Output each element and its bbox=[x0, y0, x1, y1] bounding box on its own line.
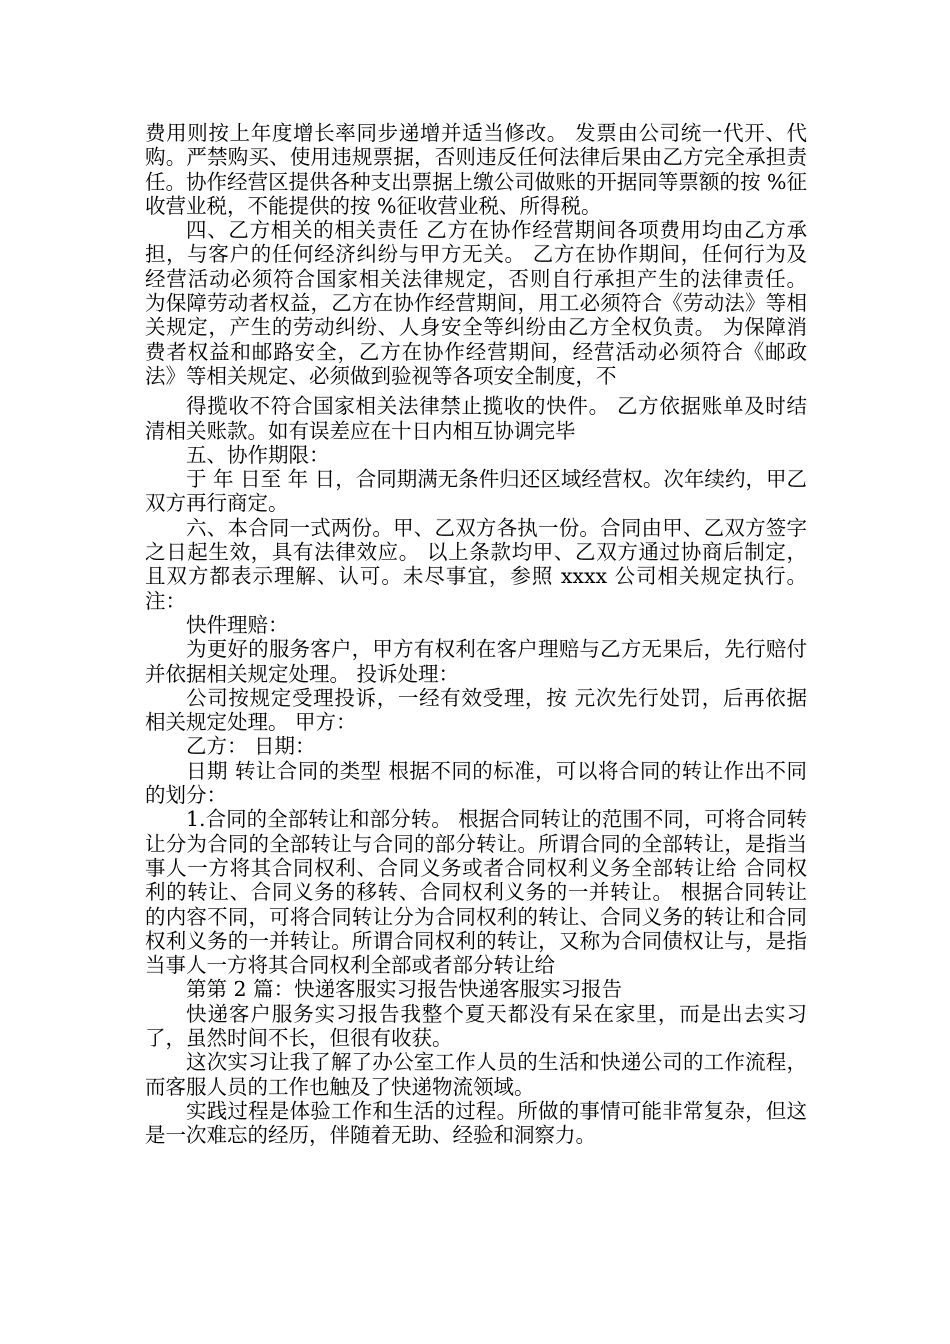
paragraph-contract-copies: 六、本合同一式两份。甲、乙双方各执一份。合同由甲、乙双方签字之日起生效，具有法律效应。 以上条款均甲、乙双方通过协商后制定，且双方都表示理解、认可。未尽事宜，参照 xxxx 公司相关规定执行。 注： bbox=[145, 515, 807, 613]
paragraph-claims: 为更好的服务客户，甲方有权利在客户理赔与乙方无果后，先行赔付并依据相关规定处理。 投诉处理： bbox=[145, 637, 807, 686]
paragraph-collection: 得揽收不符合国家相关法律禁止揽收的快件。 乙方依据账单及时结清相关账款。如有误差应在十日内相互协调完毕 bbox=[145, 394, 807, 443]
section-title-report: 第第 2 篇：快递客服实习报告快递客服实习报告 bbox=[186, 977, 623, 1002]
heading-claims: 快件理赔： bbox=[186, 612, 289, 637]
paragraph-report-practice: 实践过程是体验工作和生活的过程。所做的事情可能非常复杂，但这是一次难忘的经历，伴随着无助、经验和洞察力。 bbox=[145, 1098, 807, 1148]
paragraph-term-dates: 于 年 日至 年 日，合同期满无条件归还区域经营权。次年续约，甲乙双方再行商定。 bbox=[145, 467, 807, 516]
heading-cooperation-term: 五、协作期限： bbox=[186, 442, 330, 467]
paragraph-complaints: 公司按规定受理投诉，一经有效受理，按 元次先行处罚，后再依据相关规定处理。 甲方： bbox=[145, 685, 807, 735]
paragraph-party-b-duties: 四、乙方相关的相关责任 乙方在协作经营期间各项费用均由乙方承担，与客户的任何经济纠纷与甲方无关。 乙方在协作期间，任何行为及经营活动必须符合国家相关法律规定，否则自行承担产生的法律责任。 为保障劳动者权益，乙方在协作经营期间，用工必须符合《劳动法》等相关规定，产生的劳动纠纷、人身安全等纠纷由乙方全权负责。 为保障消费者权益和邮路安全，乙方在协作经营期间，经营活动必须符合《邮政法》等相关规定、必须做到验视等各项安全制度，不 bbox=[145, 218, 807, 388]
paragraph-report-intro: 快递客户服务实习报告我整个夏天都没有呆在家里，而是出去实习了，虽然时间不长，但很有收获。 bbox=[145, 1001, 807, 1050]
paragraph-report-learning: 这次实习让我了解了办公室工作人员的生活和快递公司的工作流程，而客服人员的工作也触及了快递物流领域。 bbox=[145, 1050, 807, 1099]
paragraph-transfer-types: 日期 转让合同的类型 根据不同的标准，可以将合同的转让作出不同的划分： bbox=[145, 758, 807, 808]
signature-line: 乙方： 日期： bbox=[186, 734, 316, 759]
paragraph-full-partial-transfer: 1.合同的全部转让和部分转。 根据合同转让的范围不同，可将合同转让分为合同的全部转让与合同的部分转让。所谓合同的全部转让，是指当事人一方将其合同权利、合同义务或者合同权利义务全部转让给 合同权利的转让、合同义务的移转、合同权利义务的一并转让。 根据合同转让的内容不同，可将合同转让分为合同权利的转让、合同义务的转让和合同权利义务的一并转让。所谓合同权利的转让，又称为合同债权让与，是指当事人一方将其合同权利全部或者部分转让给 bbox=[145, 807, 807, 978]
document-body bbox=[145, 121, 807, 1147]
paragraph-invoice: 费用则按上年度增长率同步递增并适当修改。 发票由公司统一代开、代购。严禁购买、使用违规票据，否则违反任何法律后果由乙方完全承担责任。协作经营区提供各种支出票据上缴公司做账的开据同等票额的按 %征收营业税，不能提供的按 %征收营业税、所得税。 bbox=[145, 121, 807, 218]
